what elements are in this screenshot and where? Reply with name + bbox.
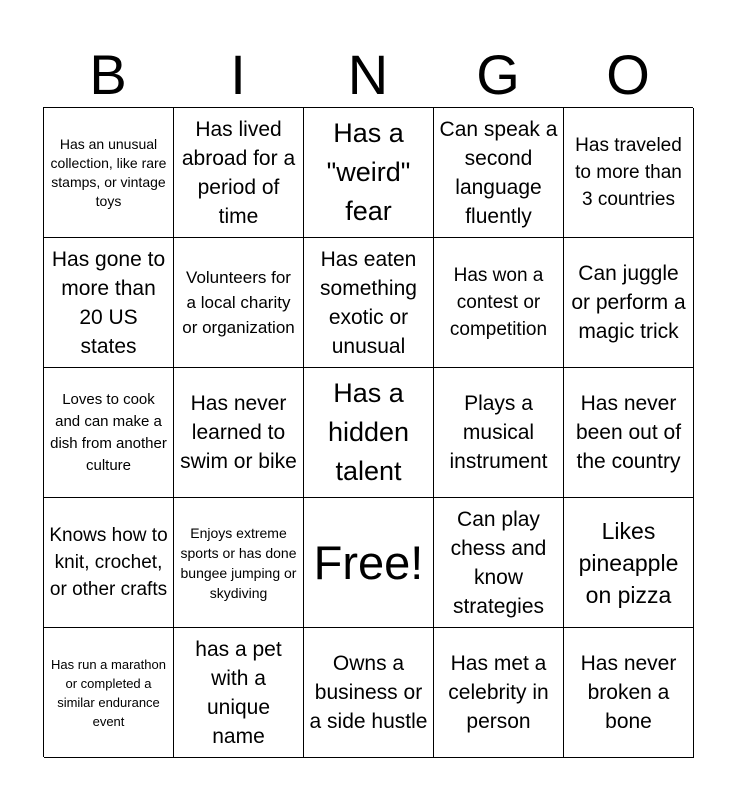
bingo-cell[interactable] xyxy=(304,108,434,238)
cell-text: Has a "weird" fear xyxy=(326,118,411,226)
bingo-cell[interactable] xyxy=(174,108,304,238)
cell-text: Loves to cook and can make a dish from another culture xyxy=(50,390,167,474)
bingo-cell[interactable] xyxy=(44,368,174,498)
cell-text: Plays a musical instrument xyxy=(449,392,548,473)
bingo-cell[interactable] xyxy=(564,368,694,498)
cell-text: Can juggle or perform a magic trick xyxy=(571,262,686,343)
bingo-cell[interactable] xyxy=(174,368,304,498)
cell-text: Has never been out of the country xyxy=(575,392,682,473)
bingo-cell[interactable] xyxy=(564,498,694,628)
bingo-cell[interactable] xyxy=(434,238,564,368)
cell-text: Has gone to more than 20 US states xyxy=(51,247,166,358)
cell-text: Has met a celebrity in person xyxy=(448,652,549,733)
bingo-header xyxy=(43,44,693,106)
cell-text: Can play chess and know strategies xyxy=(450,507,547,618)
cell-text: Has lived abroad for a period of time xyxy=(181,117,296,228)
bingo-cell[interactable] xyxy=(174,628,304,758)
cell-text: Has never learned to swim or bike xyxy=(180,392,297,473)
cell-text: Has won a contest or competition xyxy=(449,265,548,340)
bingo-cell[interactable] xyxy=(304,238,434,368)
bingo-cell[interactable] xyxy=(304,628,434,758)
cell-text: Has an unusual collection, like rare stamps, or vintage toys xyxy=(50,135,167,209)
cell-text: Enjoys extreme sports or has done bungee jumping or skydiving xyxy=(180,524,297,601)
header-letter-b: B xyxy=(89,43,127,106)
bingo-cell[interactable] xyxy=(434,498,564,628)
bingo-cell[interactable] xyxy=(174,498,304,628)
bingo-cell[interactable] xyxy=(434,628,564,758)
bingo-cell[interactable] xyxy=(564,238,694,368)
cell-text: Has traveled to more than 3 countries xyxy=(575,135,682,210)
header-letter-g: G xyxy=(476,43,520,106)
cell-text: Has a hidden talent xyxy=(327,378,410,486)
bingo-cell-free[interactable] xyxy=(304,498,434,628)
cell-text: Can speak a second language fluently xyxy=(439,117,558,228)
bingo-cell[interactable] xyxy=(44,108,174,238)
bingo-cell[interactable] xyxy=(44,238,174,368)
cell-text: has a pet with a unique name xyxy=(195,637,282,748)
cell-text: Has run a marathon or completed a similar endurance event xyxy=(51,656,166,729)
header-letter-o: O xyxy=(606,43,650,106)
cell-text: Has eaten something exotic or unusual xyxy=(320,247,417,358)
cell-text: Knows how to knit, crochet, or other crafts xyxy=(49,525,168,600)
bingo-cell[interactable] xyxy=(174,238,304,368)
bingo-cell[interactable] xyxy=(304,368,434,498)
header-letter-i: I xyxy=(230,43,246,106)
bingo-cell[interactable] xyxy=(434,108,564,238)
bingo-cell[interactable] xyxy=(44,628,174,758)
bingo-cell[interactable] xyxy=(564,628,694,758)
bingo-cell[interactable] xyxy=(564,108,694,238)
cell-text: Volunteers for a local charity or organization xyxy=(182,268,295,337)
cell-text: Likes pineapple on pizza xyxy=(578,517,679,608)
bingo-cell[interactable] xyxy=(434,368,564,498)
free-space-label: Free! xyxy=(313,535,424,589)
header-letter-n: N xyxy=(347,43,389,106)
cell-text: Has never broken a bone xyxy=(580,652,677,733)
bingo-grid xyxy=(43,107,693,757)
bingo-cell[interactable] xyxy=(44,498,174,628)
cell-text: Owns a business or a side hustle xyxy=(309,652,428,733)
